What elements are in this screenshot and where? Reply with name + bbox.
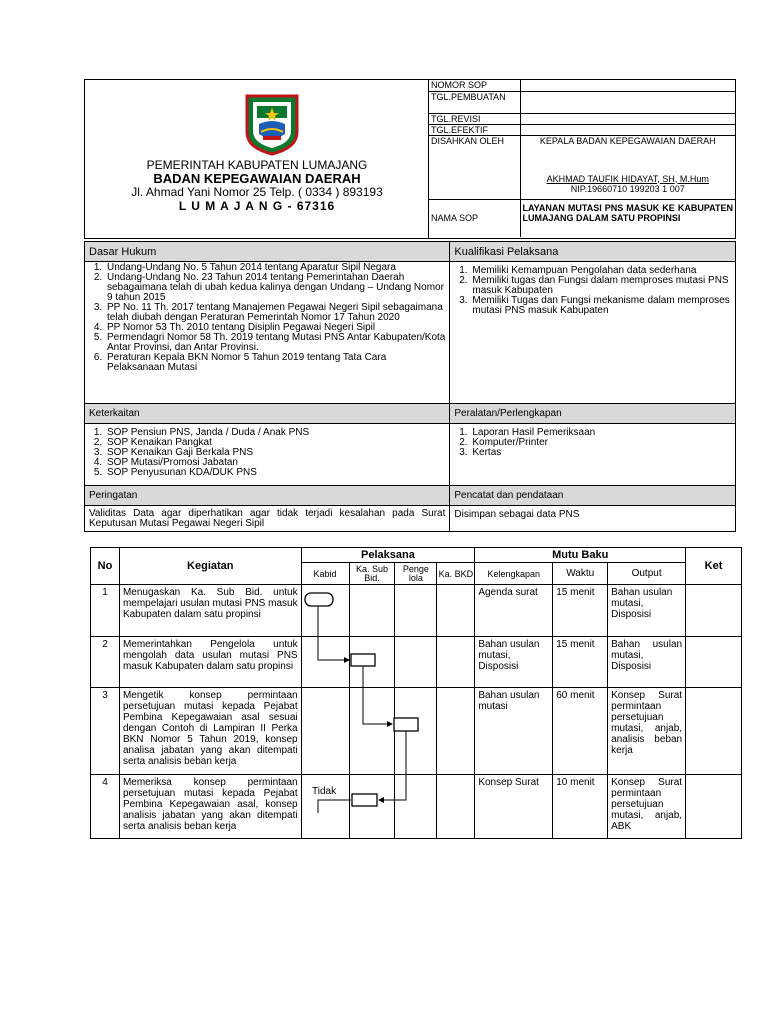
dasar-hukum-title: Dasar Hukum	[85, 242, 450, 262]
row-kelengkapan: Konsep Surat	[475, 775, 553, 839]
row-no: 4	[91, 775, 120, 839]
row-kegiatan: Mengetik konsep permintaan persetujuan mutasi kepada Pejabat Pembina Kepegawaian asal sesuai dengan Contoh di Lampiran II Perka BKN Nomor 5 Tahun 2019, konsep analisa jabatan yang akan ditempati serta analisis beban kerja	[119, 688, 301, 775]
sop-info-table	[84, 241, 736, 532]
row-kelengkapan: Agenda surat	[475, 585, 553, 637]
keterkaitan-cell	[85, 424, 450, 486]
row-no: 1	[91, 585, 120, 637]
dasar-hukum-cell	[85, 262, 450, 404]
list-item: 2. Undang-Undang No. 23 Tahun 2014 tentang Pemerintahan Daerah sebagaimana telah di ubah kedua kalinya dengan Undang – Undang Nomor 9 tahun 2015	[105, 273, 445, 303]
row-output: Bahan usulan mutasi, Disposisi	[608, 637, 686, 688]
row-kegiatan: Memerintahkan Pengelola untuk mengolah data usulan mutasi PNS masuk Kabupaten dalam satu propinsi	[119, 637, 301, 688]
table-row	[91, 585, 742, 637]
nomor-sop-label: NOMOR SOP	[429, 80, 520, 91]
table-row	[91, 775, 742, 839]
nama-sop-value: LAYANAN MUTASI PNS MASUK KE KABUPATEN LUMAJANG DALAM SATU PROPINSI	[520, 199, 735, 237]
list-item: 1. Laporan Hasil Pemeriksaan	[470, 428, 731, 438]
kualifikasi-cell	[450, 262, 736, 404]
list-item: 2. SOP Kenaikan Pangkat	[105, 438, 445, 448]
row-ket	[686, 775, 742, 839]
list-item: 1. Memiliki Kemampuan Pengolahan data sederhana	[470, 266, 731, 276]
nama-sop-label: NAMA SOP	[429, 199, 520, 237]
col-ka-bkd: Ka. BKD	[437, 563, 475, 585]
disahkan-label: DISAHKAN OLEH	[429, 135, 520, 199]
peralatan-list	[454, 428, 731, 458]
row-kelengkapan: Bahan usulan mutasi	[475, 688, 553, 775]
approver-name: AKHMAD TAUFIK HIDAYAT, SH, M.Hum	[546, 173, 709, 184]
col-waktu: Waktu	[553, 563, 608, 585]
list-item: 3. Kertas	[470, 448, 731, 458]
tgl-revisi-label: TGL.REVISI	[429, 113, 520, 124]
row-output: Bahan usulan mutasi, Disposisi	[608, 585, 686, 637]
list-item: 5. SOP Penyusunan KDA/DUK PNS	[105, 468, 445, 478]
government-name: PEMERINTAH KABUPATEN LUMAJANG	[146, 158, 368, 172]
row-no: 2	[91, 637, 120, 688]
list-item: 3. PP No. 11 Th. 2017 tentang Manajemen Pegawai Negeri Sipil sebagaimana telah diubah dengan Peraturan Pemerintah Nomor 17 Tahun 2020	[105, 303, 445, 323]
col-ket: Ket	[686, 548, 742, 585]
tgl-pembuatan-value	[520, 91, 735, 113]
tgl-pembuatan-label: TGL.PEMBUATAN	[429, 91, 520, 113]
agency-address: Jl. Ahmad Yani Nomor 25 Telp. ( 0334 ) 893193	[131, 185, 383, 199]
flow-label-tidak: Tidak	[312, 786, 337, 797]
col-ka-sub-bid: Ka. Sub Bid.	[349, 563, 395, 585]
agency-name: BADAN KEPEGAWAIAN DAERAH	[153, 171, 361, 186]
peringatan-text: Validitas Data agar diperhatikan agar tidak terjadi kesalahan pada Surat Keputusan Mutasi Pegawai Negeri Sipil	[85, 506, 450, 532]
dasar-hukum-list	[89, 263, 445, 373]
row-ket	[686, 637, 742, 688]
col-kelengkapan: Kelengkapan	[475, 563, 553, 585]
list-item: 3. SOP Kenaikan Gaji Berkala PNS	[105, 448, 445, 458]
col-no: No	[91, 548, 120, 585]
row-ket	[686, 585, 742, 637]
agency-block	[85, 80, 429, 238]
pencatat-text: Disimpan sebagai data PNS	[450, 506, 736, 532]
regency-emblem-icon	[245, 94, 299, 156]
nomor-sop-value	[520, 80, 735, 91]
tgl-revisi-value	[520, 113, 735, 124]
list-item: 4. PP Nomor 53 Th. 2010 tentang Disiplin Pegawai Negeri Sipil	[105, 323, 445, 333]
activity-table	[90, 547, 742, 839]
peralatan-cell	[450, 424, 736, 486]
tgl-efektif-label: TGL.EFEKTIF	[429, 124, 520, 135]
approver-position: KEPALA BADAN KEPEGAWAIAN DAERAH	[539, 135, 716, 146]
sop-header	[84, 79, 736, 239]
row-output: Konsep Surat permintaan persetujuan mutasi, anjab, analisis beban kerja	[608, 688, 686, 775]
table-row	[91, 637, 742, 688]
list-item: 1. Undang-Undang No. 5 Tahun 2014 tentang Aparatur Sipil Negara	[105, 263, 445, 273]
peringatan-title: Peringatan	[85, 486, 450, 506]
row-output: Konsep Surat permintaan persetujuan mutasi, anjab, ABK	[608, 775, 686, 839]
list-item: 3. Memiliki Tugas dan Fungsi mekanisme dalam memproses mutasi PNS masuk Kabupaten	[470, 296, 731, 316]
list-item: 2. Komputer/Printer	[470, 438, 731, 448]
row-waktu: 60 menit	[553, 688, 608, 775]
approver-block	[520, 135, 735, 199]
row-waktu: 10 menit	[553, 775, 608, 839]
row-waktu: 15 menit	[553, 637, 608, 688]
col-output: Output	[608, 563, 686, 585]
row-no: 3	[91, 688, 120, 775]
row-kegiatan: Menugaskan Ka. Sub Bid. untuk mempelajari usulan mutasi PNS masuk Kabupaten dalam satu propinsi	[119, 585, 301, 637]
approver-nip: NIP.19660710 199203 1 007	[570, 183, 685, 194]
col-pelaksana: Pelaksana	[301, 548, 475, 563]
col-pengelola: Penge lola	[395, 563, 437, 585]
row-waktu: 15 menit	[553, 585, 608, 637]
row-kelengkapan: Bahan usulan mutasi, Disposisi	[475, 637, 553, 688]
list-item: 6. Peraturan Kepala BKN Nomor 5 Tahun 2019 tentang Tata Cara Pelaksanaan Mutasi	[105, 353, 445, 373]
keterkaitan-title: Keterkaitan	[85, 404, 450, 424]
row-kegiatan: Memeriksa konsep permintaan persetujuan mutasi kepada Pejabat Pembina Kepegawaian asal, konsep analisis jabatan yang akan ditempati serta analisis beban kerja	[119, 775, 301, 839]
list-item: 1. SOP Pensiun PNS, Janda / Duda / Anak PNS	[105, 428, 445, 438]
keterkaitan-list	[89, 428, 445, 478]
col-mutu-baku: Mutu Baku	[475, 548, 686, 563]
sop-meta-table	[429, 80, 735, 237]
tgl-efektif-value	[520, 124, 735, 135]
list-item: 4. SOP Mutasi/Promosi Jabatan	[105, 458, 445, 468]
list-item: 5. Permendagri Nomor 58 Th. 2019 tentang Mutasi PNS Antar Kabupaten/Kota Antar Provinsi, dan Antar Provinsi.	[105, 333, 445, 353]
kualifikasi-list	[454, 266, 731, 316]
col-kabid: Kabid	[301, 563, 349, 585]
pencatat-title: Pencatat dan pendataan	[450, 486, 736, 506]
col-kegiatan: Kegiatan	[119, 548, 301, 585]
row-ket	[686, 688, 742, 775]
table-row	[91, 688, 742, 775]
agency-city: L U M A J A N G - 67316	[178, 199, 336, 213]
kualifikasi-title: Kualifikasi Pelaksana	[450, 242, 736, 262]
peralatan-title: Peralatan/Perlengkapan	[450, 404, 736, 424]
list-item: 2. Memiliki tugas dan Fungsi dalam memproses mutasi PNS masuk Kabupaten	[470, 276, 731, 296]
